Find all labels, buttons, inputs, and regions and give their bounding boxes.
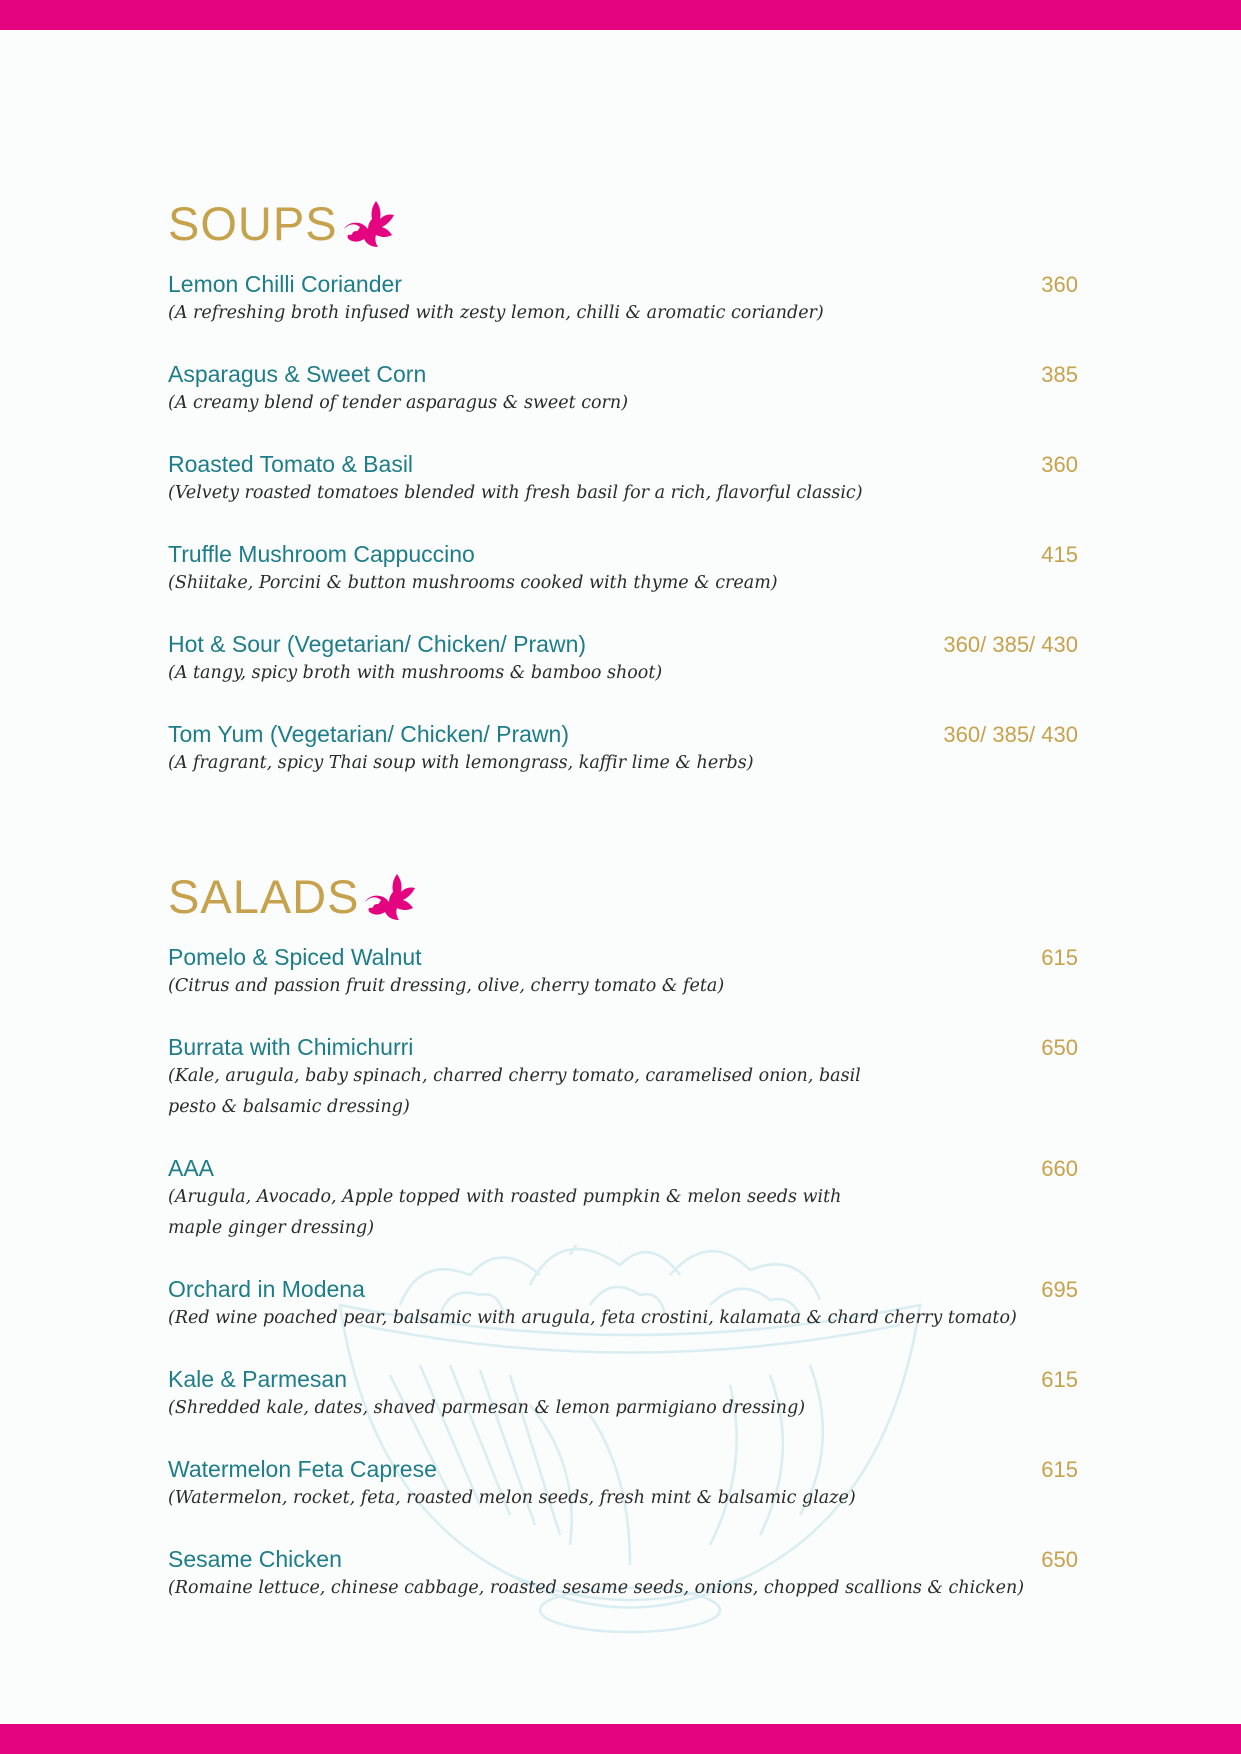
item-price: 615 xyxy=(1041,945,1078,970)
menu-item xyxy=(168,1454,1078,1514)
menu-item xyxy=(168,942,1078,1002)
menu-item xyxy=(168,539,1078,599)
item-name: Kale & Parmesan xyxy=(168,1366,347,1392)
item-price: 615 xyxy=(1041,1367,1078,1392)
item-name: Lemon Chilli Coriander xyxy=(168,271,402,297)
menu-item xyxy=(168,1364,1078,1424)
top-accent-bar xyxy=(0,0,1241,30)
menu-item xyxy=(168,449,1078,509)
item-description: (Shiitake, Porcini & button mushrooms cooked with thyme & cream) xyxy=(168,573,778,593)
item-description: (A refreshing broth infused with zesty lemon, chilli & aromatic coriander) xyxy=(168,303,824,323)
item-description: (A creamy blend of tender asparagus & sweet corn) xyxy=(168,393,629,413)
item-description: (Red wine poached pear, balsamic with arugula, feta crostini, kalamata & chard cherry tomato) xyxy=(168,1308,1017,1328)
item-name: Hot & Sour (Vegetarian/ Chicken/ Prawn) xyxy=(168,631,587,657)
item-price: 650 xyxy=(1041,1547,1078,1572)
item-name: Orchard in Modena xyxy=(168,1276,365,1302)
soups-section xyxy=(168,193,1078,809)
menu-item xyxy=(168,359,1078,419)
item-description: (Citrus and passion fruit dressing, olive, cherry tomato & feta) xyxy=(168,976,725,996)
item-price: 360 xyxy=(1041,272,1078,297)
item-name: Truffle Mushroom Cappuccino xyxy=(168,541,475,567)
fleur-ornament-icon xyxy=(338,195,402,251)
item-price: 360/ 385/ 430 xyxy=(943,632,1078,657)
menu-item xyxy=(168,629,1078,689)
item-description: (Velvety roasted tomatoes blended with fresh basil for a rich, flavorful classic) xyxy=(168,483,863,503)
item-name: Watermelon Feta Caprese xyxy=(168,1456,437,1482)
menu-item xyxy=(168,719,1078,779)
item-description: (Arugula, Avocado, Apple topped with roasted pumpkin & melon seeds with maple ginger dressing) xyxy=(168,1187,842,1238)
item-name: Tom Yum (Vegetarian/ Chicken/ Prawn) xyxy=(168,721,569,747)
section-header xyxy=(168,866,1078,926)
item-name: Asparagus & Sweet Corn xyxy=(168,361,427,387)
section-header xyxy=(168,193,1078,253)
item-description: (A fragrant, spicy Thai soup with lemongrass, kaffir lime & herbs) xyxy=(168,753,754,773)
item-description: (Romaine lettuce, chinese cabbage, roasted sesame seeds, onions, chopped scallions & chicken) xyxy=(168,1578,1025,1598)
item-name: Pomelo & Spiced Walnut xyxy=(168,944,422,970)
item-description: (Watermelon, rocket, feta, roasted melon seeds, fresh mint & balsamic glaze) xyxy=(168,1488,856,1508)
menu-item xyxy=(168,1544,1078,1604)
item-description: (Kale, arugula, baby spinach, charred cherry tomato, caramelised onion, basil pesto & balsamic dressing) xyxy=(168,1066,861,1117)
fleur-ornament-icon xyxy=(359,868,423,924)
menu-item xyxy=(168,1153,1078,1244)
item-price: 695 xyxy=(1041,1277,1078,1302)
menu-item xyxy=(168,269,1078,329)
salads-section xyxy=(168,866,1078,1634)
item-name: Sesame Chicken xyxy=(168,1546,342,1572)
item-price: 360/ 385/ 430 xyxy=(943,722,1078,747)
item-description: (A tangy, spicy broth with mushrooms & bamboo shoot) xyxy=(168,663,663,683)
menu-item xyxy=(168,1274,1078,1334)
menu-item xyxy=(168,1032,1078,1123)
section-title: SALADS xyxy=(168,869,360,923)
section-title: SOUPS xyxy=(168,196,338,250)
item-price: 650 xyxy=(1041,1035,1078,1060)
item-name: Burrata with Chimichurri xyxy=(168,1034,414,1060)
item-price: 615 xyxy=(1041,1457,1078,1482)
item-description: (Shredded kale, dates, shaved parmesan & lemon parmigiano dressing) xyxy=(168,1398,806,1418)
item-name: Roasted Tomato & Basil xyxy=(168,451,414,477)
item-price: 660 xyxy=(1041,1156,1078,1181)
item-name: AAA xyxy=(168,1155,215,1181)
item-price: 415 xyxy=(1041,542,1078,567)
item-price: 385 xyxy=(1041,362,1078,387)
item-price: 360 xyxy=(1041,452,1078,477)
bottom-accent-bar xyxy=(0,1724,1241,1754)
